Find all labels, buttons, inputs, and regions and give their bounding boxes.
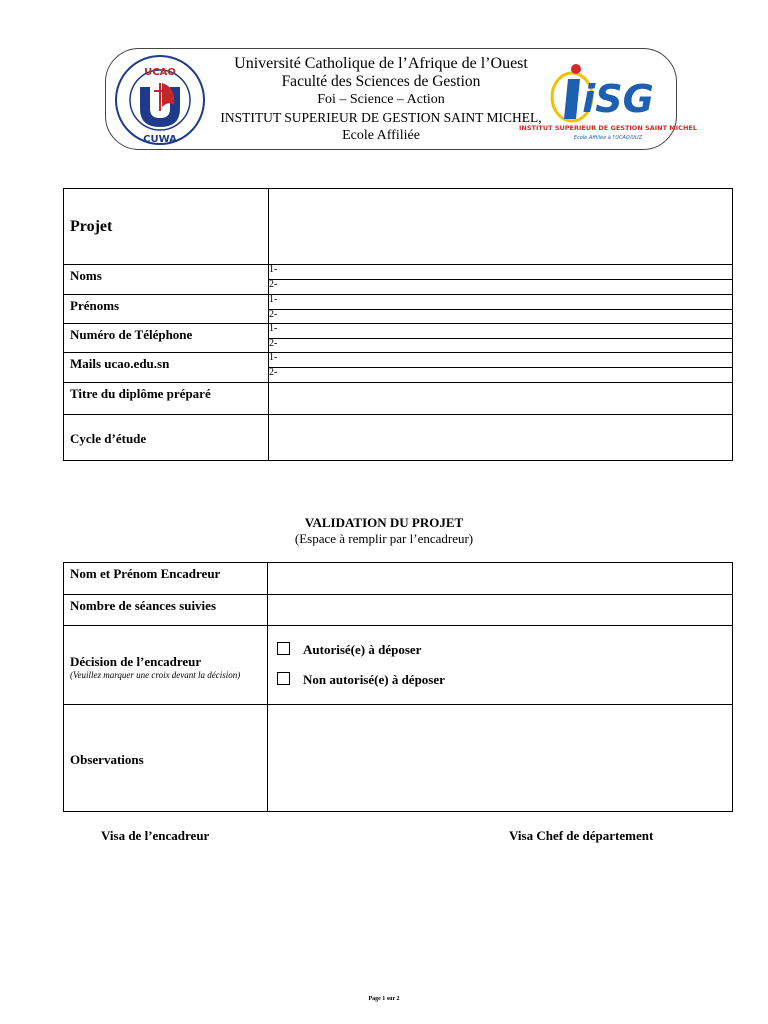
mails-field-2[interactable]: 2- bbox=[269, 368, 733, 383]
affiliation: Ecole Affiliée bbox=[342, 128, 420, 143]
seances-label: Nombre de séances suivies bbox=[64, 595, 268, 626]
noms-label: Noms bbox=[64, 265, 269, 295]
checkbox-not-authorized[interactable] bbox=[277, 672, 290, 685]
isg-logo-subcaption: Ecole Affiliée à l'UCAO/UUZ bbox=[573, 135, 643, 141]
titre-diplome-field[interactable] bbox=[269, 383, 733, 415]
ucao-logo-top-text: UCAO bbox=[144, 67, 176, 78]
table-row bbox=[64, 595, 733, 626]
encadreur-field[interactable] bbox=[268, 563, 733, 595]
option-not-authorized-label: Non autorisé(e) à déposer bbox=[303, 672, 445, 687]
noms-field-2[interactable]: 2- bbox=[269, 280, 733, 295]
observations-label: Observations bbox=[64, 705, 268, 812]
option-authorized-label: Autorisé(e) à déposer bbox=[303, 642, 422, 657]
validation-title: VALIDATION DU PROJET bbox=[304, 515, 464, 530]
checkbox-authorized[interactable] bbox=[277, 642, 290, 655]
table-row bbox=[64, 295, 733, 310]
motto: Foi – Science – Action bbox=[317, 92, 445, 107]
university-name: Université Catholique de l’Afrique de l’Ouest bbox=[234, 55, 528, 72]
encadreur-label: Nom et Prénom Encadreur bbox=[64, 563, 268, 595]
isg-logo-caption: INSTITUT SUPERIEUR DE GESTION SAINT MICHEL bbox=[519, 124, 697, 132]
telephone-field-2[interactable]: 2- bbox=[269, 339, 733, 353]
institute-name: INSTITUT SUPERIEUR DE GESTION SAINT MICHEL, bbox=[220, 110, 542, 125]
seances-field[interactable] bbox=[268, 595, 733, 626]
prenoms-label: Prénoms bbox=[64, 295, 269, 324]
noms-field-1[interactable]: 1- bbox=[269, 265, 733, 280]
decision-cell bbox=[64, 626, 268, 705]
mails-field-1[interactable]: 1- bbox=[269, 353, 733, 368]
observations-field[interactable] bbox=[268, 705, 733, 812]
letterhead bbox=[105, 48, 697, 150]
table-row bbox=[64, 626, 733, 705]
cycle-etude-field[interactable] bbox=[269, 415, 733, 461]
validation-subtitle: (Espace à remplir par l’encadreur) bbox=[294, 531, 474, 546]
telephone-field-1[interactable]: 1- bbox=[269, 324, 733, 339]
ucao-logo-bottom-text: CUWA bbox=[143, 134, 177, 145]
table-row bbox=[64, 415, 733, 461]
option-authorized[interactable] bbox=[277, 642, 421, 658]
decision-note: (Veuillez marquer une croix devant la décision) bbox=[70, 669, 241, 680]
table-row bbox=[64, 324, 733, 339]
faculty-name: Faculté des Sciences de Gestion bbox=[281, 73, 481, 90]
table-row bbox=[64, 189, 733, 265]
decision-label: Décision de l’encadreur bbox=[70, 653, 202, 669]
page-number: Page 1 sur 2 bbox=[368, 996, 400, 1002]
ucao-logo-icon bbox=[110, 53, 210, 147]
decision-options bbox=[268, 626, 733, 705]
letterhead-text bbox=[216, 55, 546, 145]
table-row bbox=[64, 563, 733, 595]
prenoms-field-2[interactable]: 2- bbox=[269, 310, 733, 324]
projet-field[interactable] bbox=[269, 189, 733, 265]
isg-logo-icon bbox=[519, 57, 697, 145]
cycle-etude-label: Cycle d’étude bbox=[64, 415, 269, 461]
option-not-authorized[interactable] bbox=[277, 672, 445, 688]
table-row bbox=[64, 353, 733, 368]
visa-chef-departement: Visa Chef de département bbox=[509, 828, 654, 843]
isg-logo-text: iSG bbox=[582, 77, 654, 121]
telephone-label: Numéro de Téléphone bbox=[64, 324, 269, 353]
project-info-table bbox=[63, 188, 733, 461]
projet-label: Projet bbox=[64, 189, 269, 265]
prenoms-field-1[interactable]: 1- bbox=[269, 295, 733, 310]
table-row bbox=[64, 265, 733, 280]
visa-encadreur: Visa de l’encadreur bbox=[101, 828, 210, 843]
titre-diplome-label: Titre du diplôme préparé bbox=[64, 383, 269, 415]
table-row bbox=[64, 705, 733, 812]
table-row bbox=[64, 383, 733, 415]
validation-table bbox=[63, 562, 733, 812]
mails-label: Mails ucao.edu.sn bbox=[64, 353, 269, 383]
